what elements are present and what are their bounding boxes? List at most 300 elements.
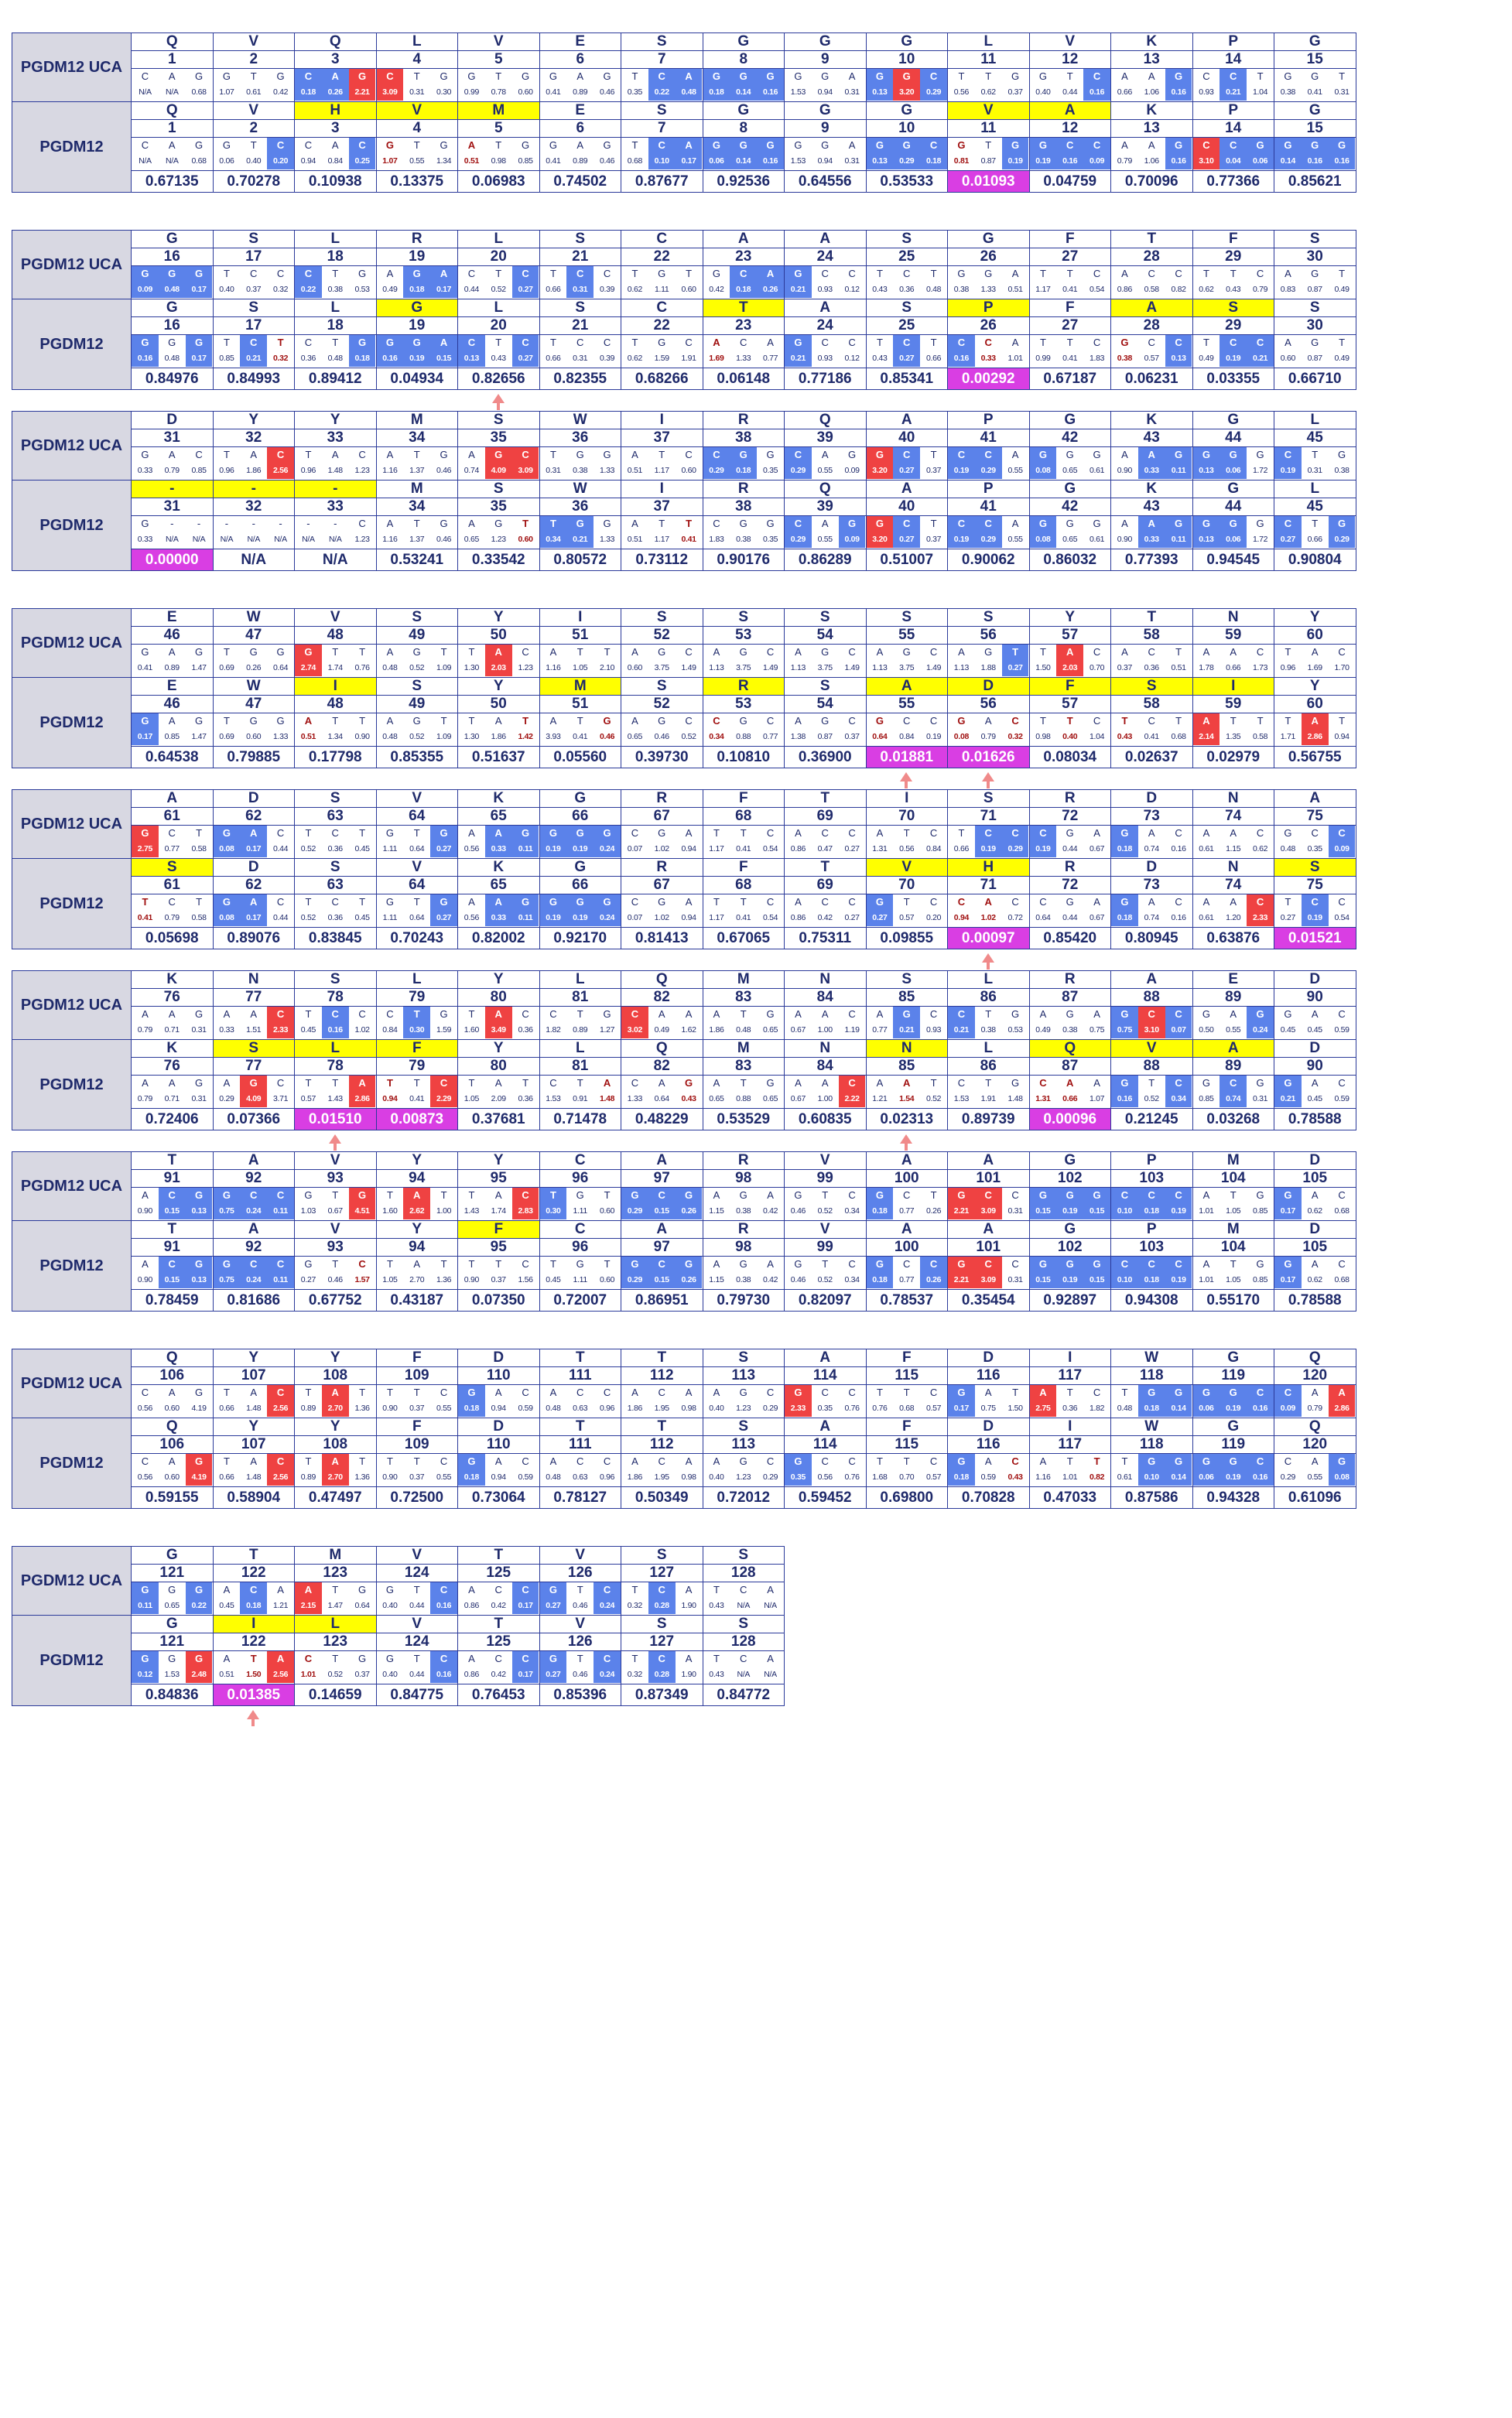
nucleotide: - <box>170 518 174 529</box>
nucleotide: T <box>305 1455 312 1467</box>
nucleotide: C <box>1011 1455 1019 1467</box>
position-number: 91 <box>132 1239 214 1257</box>
nucleotide: A <box>549 1455 557 1467</box>
position-number: 37 <box>621 429 703 447</box>
nucleotide: C <box>267 447 294 463</box>
frequency-value: 1.21 <box>872 1094 888 1103</box>
nucleotide: C <box>957 1077 966 1089</box>
frequency-value: 1.36 <box>354 1472 370 1482</box>
frequency-value: 0.33 <box>485 841 512 857</box>
nucleotide: G <box>1066 1008 1074 1020</box>
uca-residue: P <box>1111 1152 1193 1170</box>
frequency-value: 2.15 <box>295 1598 322 1614</box>
frequency-row <box>458 1598 539 1614</box>
uca-codon-cell <box>376 1007 458 1040</box>
frequency-value: 0.09 <box>844 466 860 475</box>
uca-codon-cell <box>1192 1385 1274 1418</box>
frequency-row <box>1193 532 1274 548</box>
uca-residue: D <box>213 790 295 808</box>
frequency-value: 1.05 <box>1226 1206 1241 1216</box>
nucleotide: G <box>794 70 802 82</box>
score-value: 0.71478 <box>539 1109 621 1130</box>
mature-residue: K <box>1111 102 1193 120</box>
frequency-value: 0.86 <box>464 1601 480 1610</box>
frequency-value: 0.19 <box>566 910 594 926</box>
nucleotide: G <box>132 1651 159 1667</box>
nucleotide: C <box>276 268 285 279</box>
nucleotide: A <box>240 826 267 841</box>
nucleotide: C <box>975 826 1002 841</box>
frequency-row <box>132 1203 213 1219</box>
mature-residue: T <box>621 1418 703 1436</box>
frequency-row <box>1111 532 1192 548</box>
nucleotide-row <box>1111 826 1192 841</box>
nucleotide: G <box>440 70 448 82</box>
mature-codon-cell <box>539 1076 621 1109</box>
nucleotide-row <box>540 335 621 351</box>
nucleotide: G <box>358 1653 367 1664</box>
position-number: 86 <box>948 1058 1030 1076</box>
nucleotide: T <box>1339 268 1346 279</box>
frequency-value: 1.69 <box>1307 663 1322 672</box>
mature-codon-row <box>12 1454 1356 1487</box>
frequency-row <box>295 1022 376 1038</box>
nucleotide: T <box>403 1007 430 1022</box>
uca-residue: G <box>132 1547 214 1565</box>
frequency-value: 2.70 <box>322 1469 349 1486</box>
score-value: 0.78588 <box>1274 1109 1356 1130</box>
nucleotide: G <box>186 1582 213 1598</box>
frequency-value: 0.41 <box>736 913 751 922</box>
nucleotide: A <box>223 1584 231 1595</box>
nucleotide-row <box>703 1076 785 1091</box>
nucleotide: G <box>132 826 159 841</box>
nucleotide: A <box>168 715 176 727</box>
mature-residue: F <box>1029 299 1111 317</box>
mature-residue: Y <box>458 678 540 696</box>
frequency-row <box>1193 84 1274 101</box>
position-number: 40 <box>866 498 948 516</box>
uca-residue: M <box>1192 1152 1274 1170</box>
mature-residue: Y <box>376 1221 458 1239</box>
mature-label: PGDM12 <box>12 1418 132 1509</box>
score-value: 0.51637 <box>458 747 540 768</box>
nucleotide: G <box>1329 516 1356 532</box>
nucleotide: G <box>902 646 911 658</box>
nucleotide-row <box>703 1007 785 1022</box>
nucleotide-row <box>458 1076 539 1091</box>
mature-aa-row <box>12 1221 1356 1239</box>
uca-residue: Q <box>621 971 703 989</box>
position-number: 38 <box>703 498 785 516</box>
nucleotide-row <box>214 826 295 841</box>
nucleotide-row <box>377 1007 458 1022</box>
mature-codon-cell <box>948 516 1030 549</box>
frequency-value: 1.48 <box>327 466 343 475</box>
nucleotide: G <box>276 646 285 658</box>
nucleotide-row <box>132 138 213 153</box>
uca-residue: L <box>458 231 540 248</box>
frequency-value: 0.48 <box>382 663 398 672</box>
frequency-value: 0.76 <box>354 663 370 672</box>
frequency-row <box>540 532 621 548</box>
frequency-row <box>703 1667 785 1683</box>
frequency-value: 0.16 <box>1171 913 1186 922</box>
mature-codon-cell <box>1029 516 1111 549</box>
nucleotide: A <box>250 1455 258 1467</box>
nucleotide: C <box>240 1188 267 1203</box>
uca-residue: F <box>703 790 785 808</box>
frequency-value: 0.11 <box>132 1598 159 1614</box>
nucleotide-row <box>295 1076 376 1091</box>
frequency-value: 1.47 <box>191 663 207 672</box>
position-number: 21 <box>539 317 621 335</box>
nucleotide: G <box>676 1188 703 1203</box>
nucleotide: G <box>739 1258 747 1270</box>
frequency-value: 0.84 <box>925 844 942 853</box>
uca-residue: E <box>539 33 621 51</box>
uca-codon-cell <box>295 1188 377 1221</box>
mature-codon-cell <box>785 894 867 928</box>
frequency-row <box>1111 84 1192 101</box>
frequency-value: 0.66 <box>925 354 942 363</box>
nucleotide-row <box>621 1385 703 1401</box>
frequency-value: 0.89 <box>300 1472 316 1482</box>
nucleotide: G <box>1311 268 1319 279</box>
position-number: 1 <box>132 120 214 138</box>
frequency-value: 1.13 <box>872 663 888 672</box>
uca-codon-cell <box>458 826 540 859</box>
score-value: 0.07350 <box>458 1290 540 1312</box>
mature-residue: S <box>703 1418 785 1436</box>
frequency-value: 0.18 <box>1111 841 1138 857</box>
position-number: 68 <box>703 808 785 826</box>
frequency-value: 0.31 <box>844 156 860 166</box>
frequency-value: 0.62 <box>1307 1206 1322 1216</box>
frequency-row <box>867 351 948 367</box>
frequency-row <box>295 351 376 367</box>
nucleotide: T <box>903 1455 910 1467</box>
frequency-value: 0.91 <box>573 1094 588 1103</box>
position-number: 43 <box>1111 429 1193 447</box>
position-number: 83 <box>703 989 785 1007</box>
frequency-value: 0.19 <box>948 463 975 479</box>
nucleotide: T <box>740 1008 747 1020</box>
nucleotide: T <box>985 70 992 82</box>
nucleotide: C <box>1165 1257 1192 1272</box>
nucleotide-row <box>540 713 621 729</box>
frequency-value: 0.53 <box>1007 1025 1023 1035</box>
nucleotide: G <box>214 894 241 910</box>
frequency-value: 0.35 <box>627 87 643 97</box>
mature-codon-cell <box>376 1651 458 1684</box>
nucleotide: T <box>1012 1387 1019 1398</box>
nucleotide-row <box>948 69 1029 84</box>
uca-residue: G <box>132 231 214 248</box>
uca-codon-cell <box>1111 447 1193 481</box>
score-value: 0.56755 <box>1274 747 1356 768</box>
frequency-value: 0.85 <box>219 354 234 363</box>
nucleotide: C <box>648 1582 676 1598</box>
uca-codon-cell <box>866 1385 948 1418</box>
nucleotide: A <box>576 70 584 82</box>
frequency-row <box>132 532 213 548</box>
nucleotide: C <box>631 827 639 839</box>
nucleotide-row <box>458 1257 539 1272</box>
nucleotide: G <box>214 826 241 841</box>
nucleotide: G <box>1220 447 1247 463</box>
uca-residue: Y <box>295 1349 377 1367</box>
frequency-row <box>458 351 539 367</box>
frequency-value: 0.30 <box>436 87 452 97</box>
position-number: 54 <box>785 696 867 713</box>
frequency-value: 1.74 <box>491 1206 506 1216</box>
score-value: 0.67135 <box>132 171 214 193</box>
nucleotide: T <box>822 1258 829 1270</box>
frequency-value: 0.06 <box>1220 463 1247 479</box>
nucleotide: T <box>740 896 747 908</box>
frequency-value: 4.09 <box>240 1091 267 1107</box>
nucleotide-row <box>1193 1007 1274 1022</box>
nucleotide: G <box>730 69 757 84</box>
nucleotide: C <box>1093 1387 1101 1398</box>
frequency-value: 0.74 <box>1144 844 1159 853</box>
uca-residue: L <box>376 971 458 989</box>
uca-position-row <box>12 429 1356 447</box>
nucleotide: T <box>1285 715 1291 727</box>
nucleotide-row <box>785 1076 866 1091</box>
position-number: 5 <box>458 120 540 138</box>
nucleotide: A <box>876 827 884 839</box>
frequency-row <box>867 153 948 169</box>
uca-aa-row <box>12 971 1356 989</box>
uca-codon-cell <box>1274 645 1356 678</box>
score-value: 0.13375 <box>376 171 458 193</box>
mutated-residue: D <box>948 678 1030 696</box>
frequency-value: 0.66 <box>1226 663 1241 672</box>
nucleotide: T <box>359 827 366 839</box>
uca-codon-cell <box>1192 266 1274 299</box>
frequency-value: 3.93 <box>546 732 561 741</box>
frequency-value: 0.39 <box>599 354 615 363</box>
mature-residue: K <box>132 1040 214 1058</box>
frequency-value: 1.07 <box>382 156 398 166</box>
nucleotide: A <box>603 1077 611 1089</box>
highlighted-score: 0.01093 <box>948 171 1030 193</box>
frequency-row <box>1111 1272 1192 1288</box>
nucleotide: C <box>549 1077 557 1089</box>
nucleotide: C <box>430 1076 457 1091</box>
uca-residue: R <box>621 790 703 808</box>
frequency-value: 0.52 <box>681 732 696 741</box>
frequency-value: 0.18 <box>1138 1401 1165 1417</box>
frequency-row <box>703 1401 785 1417</box>
nucleotide: C <box>848 1189 856 1201</box>
frequency-value: 0.62 <box>1307 1275 1322 1284</box>
uca-codon-cell <box>213 1582 295 1616</box>
up-arrow-icon <box>900 1134 912 1144</box>
mature-residue: D <box>213 859 295 877</box>
position-number: 117 <box>1029 1436 1111 1454</box>
nucleotide: C <box>1093 646 1101 658</box>
nucleotide: G <box>1256 1189 1264 1201</box>
nucleotide: G <box>948 1188 975 1203</box>
nucleotide: A <box>795 827 802 839</box>
mature-codon-cell <box>295 335 377 368</box>
frequency-row <box>948 351 1029 367</box>
frequency-value: 1.01 <box>1007 354 1023 363</box>
frequency-value: 0.21 <box>948 1022 975 1038</box>
frequency-value: 0.17 <box>948 1401 975 1417</box>
nucleotide: A <box>1311 1387 1319 1398</box>
nucleotide: C <box>929 646 938 658</box>
nucleotide-row <box>1274 516 1356 532</box>
mutated-residue: R <box>703 678 785 696</box>
mature-codon-cell <box>948 335 1030 368</box>
nucleotide: G <box>168 1584 176 1595</box>
nucleotide: G <box>195 1008 204 1020</box>
position-number: 17 <box>213 248 295 266</box>
frequency-value: 0.19 <box>1274 463 1302 479</box>
nucleotide-row <box>867 1385 948 1401</box>
position-number: 110 <box>458 1436 540 1454</box>
nucleotide: G <box>186 1651 213 1667</box>
frequency-value: 1.02 <box>980 913 996 922</box>
frequency-value: 0.34 <box>844 1206 860 1216</box>
mutated-residue: I <box>213 1616 295 1633</box>
highlighted-score: 0.00000 <box>132 549 214 571</box>
frequency-value: 0.22 <box>186 1598 213 1614</box>
frequency-value: 1.78 <box>1199 663 1214 672</box>
frequency-value: 0.83 <box>1280 285 1296 294</box>
frequency-value: 0.38 <box>980 1025 996 1035</box>
nucleotide: G <box>566 826 594 841</box>
nucleotide: T <box>223 449 230 460</box>
mature-aa-row <box>12 299 1356 317</box>
position-number: 14 <box>1192 51 1274 69</box>
frequency-row <box>214 841 295 857</box>
nucleotide-row <box>377 1188 458 1203</box>
nucleotide: C <box>512 266 539 282</box>
nucleotide-row <box>785 1188 866 1203</box>
score-value: 0.53529 <box>703 1109 785 1130</box>
nucleotide: T <box>522 518 529 529</box>
frequency-row <box>214 463 295 479</box>
frequency-row <box>1111 729 1192 745</box>
frequency-value: 0.07 <box>627 844 643 853</box>
nucleotide: G <box>1274 1188 1302 1203</box>
frequency-row <box>867 84 948 101</box>
frequency-value: 0.38 <box>736 1275 751 1284</box>
nucleotide: C <box>1175 896 1182 908</box>
frequency-value: 0.42 <box>817 913 833 922</box>
position-number: 123 <box>295 1565 377 1582</box>
mature-codon-cell <box>621 516 703 549</box>
mature-codon-cell <box>1111 138 1193 171</box>
nucleotide: A <box>685 1653 693 1664</box>
frequency-value: 1.01 <box>1199 1275 1214 1284</box>
frequency-row <box>621 660 703 676</box>
frequency-value: 0.60 <box>518 535 533 544</box>
uca-residue: N <box>1192 790 1274 808</box>
nucleotide: T <box>440 1258 447 1270</box>
nucleotide-row <box>214 645 295 660</box>
nucleotide: T <box>305 896 312 908</box>
nucleotide: A <box>795 1077 802 1089</box>
frequency-value: 0.46 <box>599 732 615 741</box>
nucleotide: A <box>984 1387 992 1398</box>
frequency-value: 1.11 <box>573 1206 587 1216</box>
nucleotide: A <box>485 1007 512 1022</box>
frequency-row <box>785 1272 866 1288</box>
frequency-value: 0.76 <box>872 1404 888 1413</box>
uca-codon-cell <box>703 826 785 859</box>
position-number: 2 <box>213 120 295 138</box>
frequency-value: 0.54 <box>762 844 778 853</box>
uca-codon-cell <box>295 447 377 481</box>
mature-codon-cell <box>376 1076 458 1109</box>
nucleotide: A <box>1121 268 1128 279</box>
position-number: 45 <box>1274 429 1356 447</box>
uca-residue: S <box>295 971 377 989</box>
frequency-row <box>1030 84 1111 101</box>
uca-residue: A <box>785 1349 867 1367</box>
mature-position-row <box>12 696 1356 713</box>
mature-aa-row <box>12 859 1356 877</box>
frequency-row <box>214 1203 295 1219</box>
nucleotide: C <box>903 715 911 727</box>
nucleotide-row <box>214 335 295 351</box>
nucleotide-row <box>214 138 295 153</box>
frequency-value: 0.56 <box>899 844 915 853</box>
mature-codon-cell <box>458 1454 540 1487</box>
frequency-value: 0.15 <box>1083 1203 1110 1219</box>
nucleotide: A <box>142 1077 149 1089</box>
position-number: 80 <box>458 1058 540 1076</box>
mature-residue: G <box>1029 1221 1111 1239</box>
nucleotide-row <box>703 447 785 463</box>
frequency-value: 2.86 <box>349 1091 376 1107</box>
frequency-value: 1.17 <box>654 466 669 475</box>
uca-codon-cell <box>1274 826 1356 859</box>
nucleotide: A <box>386 518 394 529</box>
frequency-value: 0.55 <box>1307 1472 1322 1482</box>
mature-label: PGDM12 <box>12 1040 132 1130</box>
frequency-row <box>132 729 213 745</box>
nucleotide-row <box>703 1651 785 1667</box>
position-number: 85 <box>866 989 948 1007</box>
uca-codon-cell <box>213 266 295 299</box>
frequency-value: 0.22 <box>295 282 322 298</box>
nucleotide: A <box>685 1008 693 1020</box>
uca-codon-cell <box>1192 1007 1274 1040</box>
mature-residue: E <box>132 678 214 696</box>
frequency-value: 0.16 <box>1165 84 1192 101</box>
frequency-row <box>785 84 866 101</box>
frequency-value: 3.09 <box>975 1203 1002 1219</box>
mature-codon-row <box>12 1076 1356 1109</box>
nucleotide: G <box>1193 516 1220 532</box>
frequency-value: 0.52 <box>491 285 506 294</box>
nucleotide-row <box>540 894 621 910</box>
frequency-row <box>295 1272 376 1288</box>
frequency-row <box>703 1469 785 1486</box>
position-number: 29 <box>1192 248 1274 266</box>
frequency-row <box>1274 351 1356 367</box>
frequency-row <box>867 841 948 857</box>
position-number: 19 <box>376 248 458 266</box>
frequency-value: 0.89 <box>164 663 180 672</box>
